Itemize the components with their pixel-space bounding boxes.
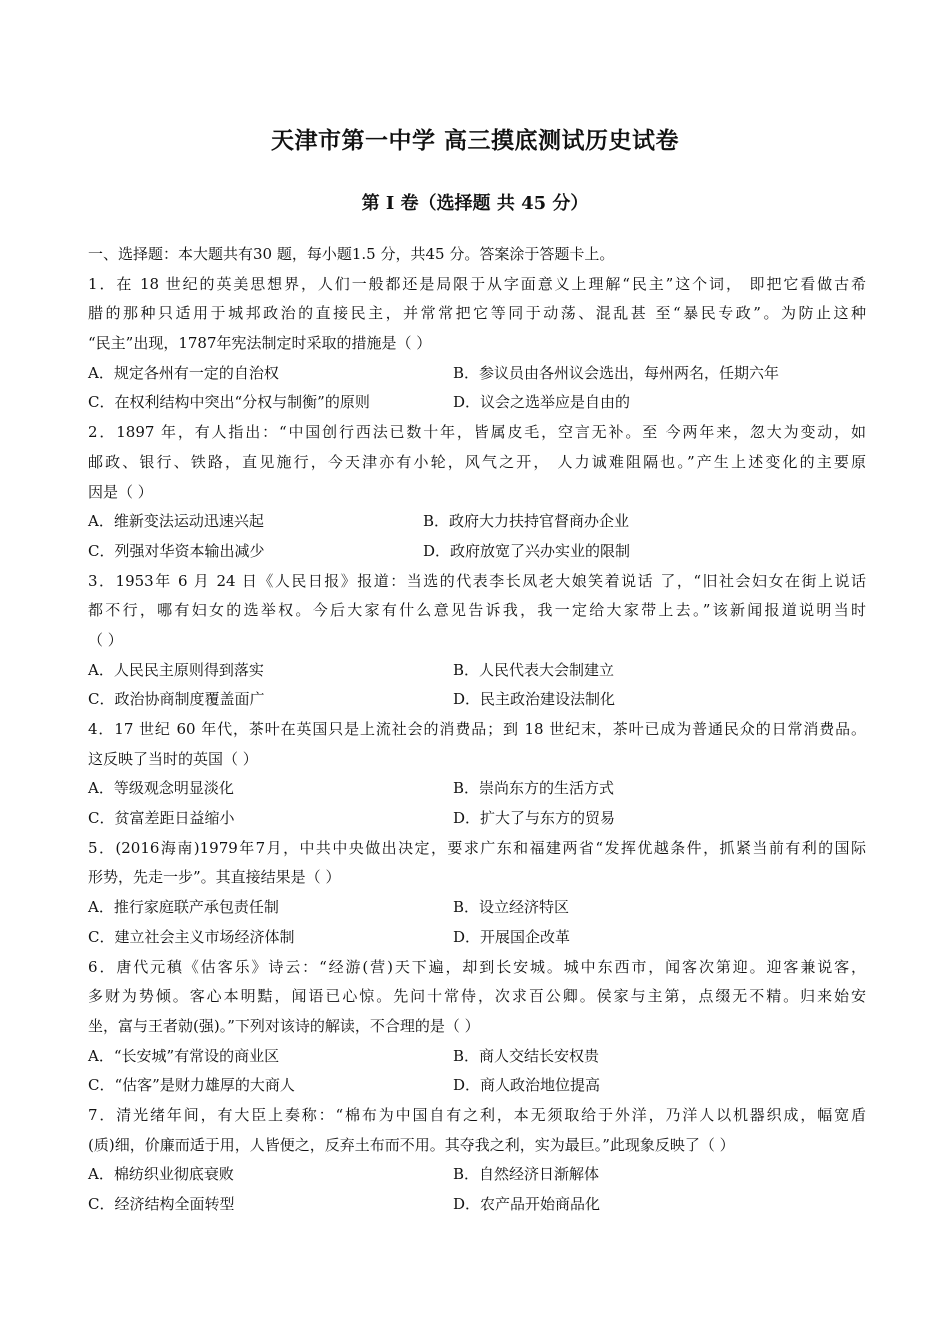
question-text-line: 多财为势倾。客心本明黠，闻语已心惊。先问十常侍，次求百公卿。侯家与主第，点缀无不精。归来始安: [88, 987, 866, 1006]
option-d: D．扩大了与东方的贸易: [453, 809, 616, 828]
option-a: A．推行家庭联产承包责任制: [88, 898, 279, 917]
question-text-line: “民主”出现，1787年宪法制定时采取的措施是（ ）: [88, 334, 432, 353]
question-text-line: 这反映了当时的英国（ ）: [88, 749, 258, 768]
question-text-line: 3．1953年 6 月 24 日《人民日报》报道：当选的代表李长凤老大娘笑着说话 了，“旧社会妇女在街上说话: [88, 571, 866, 590]
option-row: [88, 507, 866, 537]
option-a: A．“长安城”有常设的商业区: [88, 1046, 280, 1065]
option-b: B．自然经济日渐解体: [453, 1165, 600, 1184]
option-b: B．参议员由各州议会选出，每州两名，任期六年: [453, 363, 780, 382]
question-text-line: (质)细，价廉而适于用，人皆便之，反弃土布而不用。其夺我之利，实为最巨。”此现象反映了（ ）: [88, 1135, 735, 1154]
option-a: A．规定各州有一定的自治权: [88, 363, 279, 382]
option-b: B．崇尚东方的生活方式: [453, 779, 615, 798]
option-c: C．贫富差距日益缩小: [88, 809, 235, 828]
option-c: C．经济结构全面转型: [88, 1195, 235, 1213]
option-a: A．维新变法运动迅速兴起: [88, 512, 264, 531]
option-b: B．政府大力扶持官督商办企业: [423, 512, 630, 531]
question-text-line: 坐，富与王者勍(强)。”下列对该诗的解读，不合理的是（ ）: [88, 1016, 480, 1035]
option-row: [88, 1190, 866, 1220]
option-b: B．设立经济特区: [453, 898, 570, 917]
option-d: D．商人政治地位提高: [453, 1076, 601, 1095]
question-text-line: 因是（ ）: [88, 482, 153, 501]
option-row: [88, 537, 866, 567]
question-3: [88, 567, 866, 715]
option-d: D．民主政治建设法制化: [453, 690, 616, 709]
question-7: [88, 1101, 866, 1220]
option-row: [88, 388, 866, 418]
option-b: B．商人交结长安权贵: [453, 1046, 600, 1065]
option-row: [88, 1071, 866, 1101]
option-c: C．建立社会主义市场经济体制: [88, 927, 295, 946]
question-6: [88, 953, 866, 1101]
option-row: [88, 893, 866, 923]
question-text-line: 腊的那种只适用于城邦政治的直接民主，并常常把它等同于动荡、混乱甚 至“暴民专政”。为防止这种: [88, 304, 866, 323]
question-text-line: 5．(2016海南)1979年7月，中共中央做出决定，要求广东和福建两省“发挥优越条件，抓紧当前有利的国际: [88, 838, 866, 857]
option-c: C．政治协商制度覆盖面广: [88, 690, 265, 709]
section-title: 第 I 卷（选择题 共 45 分）: [361, 193, 589, 214]
option-a: A．棉纺织业彻底衰败: [88, 1165, 234, 1184]
question-text-line: （ ）: [88, 630, 123, 649]
question-text-line: 邮政、银行、铁路，直见施行，今天津亦有小轮，风气之开， 人力诚难阻隔也。”产生上述变化的主要原: [88, 452, 866, 471]
question-text-line: 1．在 18 世纪的英美思想界，人们一般都还是局限于从字面意义上理解“民主”这个词， 即把它看做古希: [88, 274, 866, 293]
instructions: 一、选择题：本大题共有30 题，每小题1.5 分，共45 分。答案涂于答题卡上。: [88, 245, 615, 263]
question-text-line: 形势，先走一步”。其直接结果是（ ）: [88, 868, 341, 887]
question-4: [88, 715, 866, 834]
option-row: [88, 804, 866, 834]
option-d: D．农产品开始商品化: [453, 1195, 601, 1213]
option-row: [88, 774, 866, 804]
option-a: A．人民民主原则得到落实: [88, 660, 264, 679]
option-a: A．等级观念明显淡化: [88, 779, 234, 798]
question-text-line: 都不行，哪有妇女的选举权。今后大家有什么意见告诉我，我一定给大家带上去。”该新闻报道说明当时: [88, 601, 866, 620]
option-d: D．开展国企改革: [453, 927, 571, 946]
question-1: [88, 270, 866, 418]
page-title: 天津市第一中学 高三摸底测试历史试卷: [270, 127, 679, 154]
question-5: [88, 834, 866, 953]
exam-content: [88, 240, 866, 1220]
option-row: [88, 656, 866, 686]
question-text-line: 2．1897 年，有人指出：“中国创行西法已数十年，皆属皮毛，空言无补。至 今两年来，忽大为变动，如: [88, 423, 866, 442]
option-d: D．议会之选举应是自由的: [453, 393, 631, 412]
option-c: C．在权利结构中突出“分权与制衡”的原则: [88, 393, 370, 412]
option-row: [88, 359, 866, 389]
option-c: C．“估客”是财力雄厚的大商人: [88, 1076, 295, 1095]
option-b: B．人民代表大会制建立: [453, 660, 615, 679]
question-text-line: 6．唐代元稹《估客乐》诗云：“经游(营)天下遍，却到长安城。城中东西市，闻客次第迎。迎客兼说客，: [88, 957, 866, 976]
question-text-line: 7．清光绪年间，有大臣上奏称：“棉布为中国自有之利，本无须取给于外洋，乃洋人以机器织成，幅宽盾: [88, 1105, 866, 1124]
option-row: [88, 1160, 866, 1190]
option-row: [88, 1042, 866, 1072]
option-d: D．政府放宽了兴办实业的限制: [423, 541, 631, 560]
option-row: [88, 923, 866, 953]
question-text-line: 4．17 世纪 60 年代，茶叶在英国只是上流社会的消费品；到 18 世纪末，茶叶已成为普通民众的日常消费品。: [88, 720, 866, 738]
option-c: C．列强对华资本输出减少: [88, 541, 265, 560]
question-2: [88, 418, 866, 566]
option-row: [88, 685, 866, 715]
